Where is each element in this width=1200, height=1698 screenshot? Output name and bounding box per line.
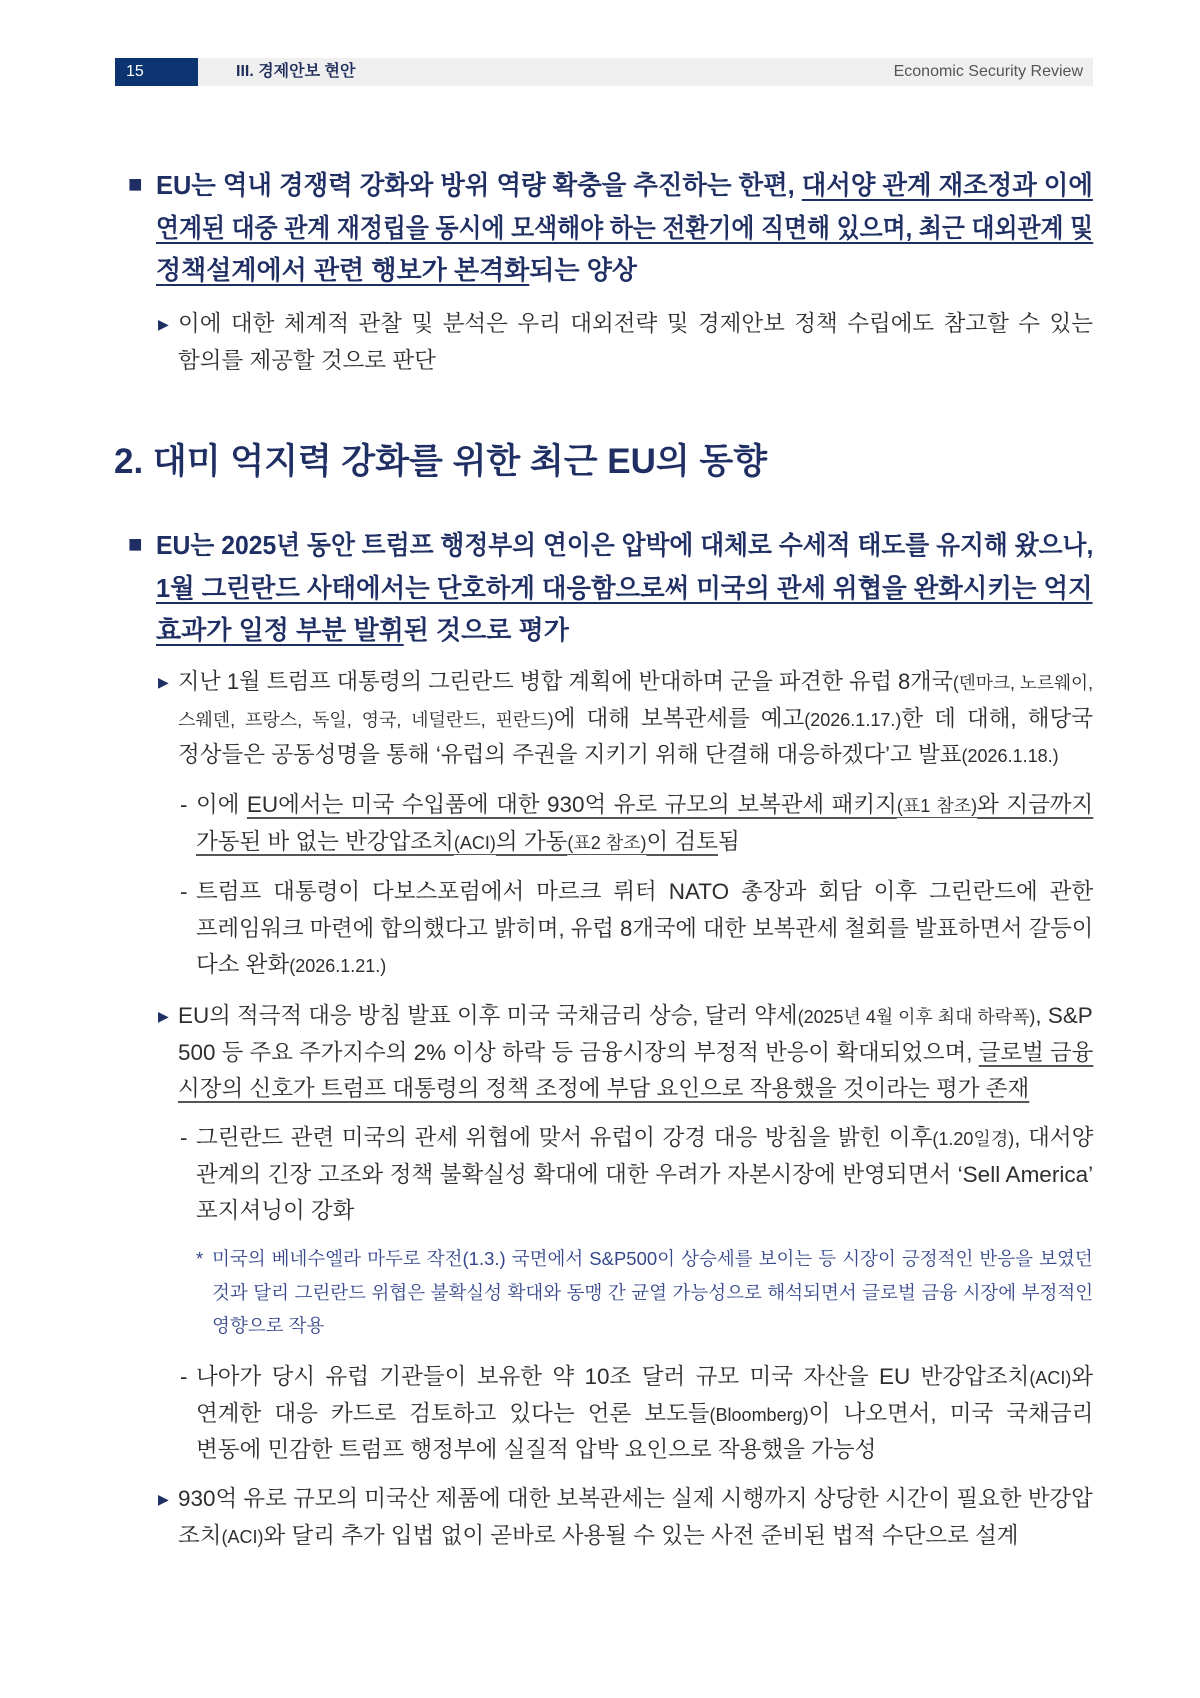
square-bullet-icon: ■	[128, 531, 143, 558]
dash-bullet: -	[180, 1125, 188, 1150]
text-line	[178, 701, 1093, 738]
text-segment: 조치	[178, 1522, 222, 1548]
parenthetical-text: (2026.1.17.)	[804, 709, 902, 730]
text-segment: 정상들은 공동성명을 통해 ‘유럽의 주권을 지키기 위해 단결해 대응하겠다’고 발표	[178, 742, 962, 767]
text-line	[156, 249, 1093, 292]
underlined-text: (ACI)	[453, 832, 496, 853]
text-segment: 와 달리 추가 입법 없이 곧바로 사용될 수 있는 사전 준비된 법적 수단으로 설계	[263, 1522, 1019, 1548]
dash-paragraph	[180, 874, 1094, 984]
text-line	[212, 1276, 1093, 1310]
text-line	[156, 609, 1093, 652]
text-line	[156, 567, 1093, 610]
text-segment: 된 것으로 평가	[403, 615, 569, 645]
parenthetical-text: (덴마크, 노르웨이,	[952, 673, 1094, 693]
page-number: 15	[115, 58, 198, 86]
text-segment: 되는 양상	[529, 255, 637, 285]
text-line	[178, 343, 1093, 380]
underlined-text: 1월 그린란드 사태에서는 단호하게 대응함으로써 미국의 관세 위협을 완화시키는 억지	[156, 572, 1093, 603]
text-line	[156, 524, 1094, 567]
text-line	[178, 737, 1093, 774]
text-segment: 930억 유로 규모의 미국산 제품에 대한 보복관세는 실제 시행까지 상당한 시간이 필요한 반강압	[178, 1486, 1093, 1511]
text-segment: 한 데 대해, 해당국	[901, 705, 1093, 731]
text-segment: 다소 완화	[196, 952, 290, 977]
text-segment: 이에	[196, 792, 247, 817]
dash-bullet: -	[180, 879, 188, 904]
underlined-text: 대서양 관계 재조정과 이에	[801, 170, 1093, 200]
text-segment: 나아가 당시 유럽 기관들이 보유한 약 10조 달러 규모 미국 자산을 EU 반강압조치	[196, 1364, 1030, 1389]
text-line	[114, 440, 1093, 484]
asterisk-footnote-marker: *	[196, 1248, 204, 1269]
text-line	[196, 874, 1093, 911]
text-line	[212, 1242, 1093, 1276]
underlined-text: EU에서는 미국 수입품에 대한 930억 유로 규모의 보복관세 패키지	[246, 792, 897, 817]
text-line	[156, 207, 1094, 250]
parenthetical-text: (ACI)	[221, 1526, 264, 1547]
underlined-text: 효과가 일정 부분 발휘	[156, 615, 404, 645]
square-bullet-icon: ■	[128, 171, 143, 198]
text-line	[178, 1518, 1093, 1555]
text-segment: 트럼프 대통령이 다보스포럼에서 마르크 뤼터 NATO 총장과 회담 이후 그린란드에 관한	[196, 879, 1094, 904]
triangle-bullet-icon: ▶	[158, 674, 169, 690]
sub-paragraph	[158, 998, 1094, 1108]
section-heading	[114, 440, 1093, 484]
text-segment: 2. 대미 억지력 강화를 위한 최근 EU의 동향	[114, 442, 768, 481]
text-line	[178, 306, 1093, 343]
text-line	[178, 664, 1094, 701]
text-segment: 변동에 민감한 트럼프 행정부에 실질적 압박 요인으로 작용했을 가능성	[196, 1437, 877, 1462]
underlined-text: 연계된 대중 관계 재정립을 동시에 모색해야 하는 전환기에 직면해 있으며, 최근 대외관계 및	[156, 212, 1094, 243]
text-segment: 와	[1071, 1364, 1094, 1389]
text-segment: 그린란드 관련 미국의 관세 위협에 맞서 유럽이 강경 대응 방침을 밝힌 이후	[196, 1125, 933, 1150]
parenthetical-text: 스웨덴, 프랑스, 독일, 영국, 네덜란드, 핀란드)	[178, 709, 554, 730]
parenthetical-text: (2026.1.21.)	[289, 956, 387, 976]
text-line	[196, 1120, 1093, 1157]
main-paragraph	[128, 164, 1094, 292]
text-segment: 것과 달리 그린란드 위협은 불확실성 확대와 동맹 간 균열 가능성으로 해석되면서 글로벌 금융 시장에 부정적인	[212, 1281, 1094, 1303]
sub-paragraph	[158, 1481, 1093, 1554]
text-line	[156, 164, 1093, 207]
text-segment: 지난 1월 트럼프 대통령의 그린란드 병합 계획에 반대하며 군을 파견한 유럽 8개국	[178, 669, 953, 694]
underlined-text: (표1 참조)	[896, 796, 978, 816]
text-segment: 연계한 대응 카드로 검토하고 있다는 언론 보도들	[196, 1400, 710, 1426]
sub-paragraph	[158, 306, 1093, 379]
triangle-bullet-icon: ▶	[158, 316, 169, 332]
text-segment: EU는 역내 경쟁력 강화와 방위 역량 확충을 추진하는 한편,	[156, 170, 802, 200]
publication-name: Economic Security Review	[893, 63, 1083, 80]
triangle-bullet-icon: ▶	[158, 1008, 169, 1024]
dash-paragraph	[180, 1120, 1094, 1230]
dash-bullet: -	[180, 792, 188, 817]
text-segment: 에 대해 보복관세를 예고	[553, 705, 805, 731]
text-segment: 프레임워크 마련에 합의했다고 밝히며, 유럽 8개국에 대한 보복관세 철회를 발표하면서 갈등이	[196, 915, 1094, 941]
text-line	[178, 1035, 1094, 1072]
parenthetical-text: (2026.1.18.)	[961, 746, 1059, 766]
text-line	[196, 947, 1093, 984]
parenthetical-text: (ACI)	[1029, 1368, 1072, 1388]
text-segment: 함의를 제공할 것으로 판단	[178, 347, 436, 373]
text-segment: , S&P	[1035, 1003, 1093, 1028]
text-line	[196, 1359, 1093, 1396]
dash-paragraph	[180, 1359, 1094, 1469]
text-segment: , 대서양	[1014, 1125, 1094, 1150]
text-segment: 영향으로 작용	[212, 1315, 325, 1336]
text-line	[196, 1432, 1093, 1469]
section-title: III. 경제안보 현안	[236, 63, 356, 80]
text-segment: 됨	[717, 828, 740, 854]
text-segment: 관계의 긴장 고조와 정책 불확실성 확대에 대한 우려가 자본시장에 반영되면서 ‘Sell America’	[196, 1161, 1094, 1187]
text-line	[196, 911, 1094, 948]
text-line	[196, 787, 1093, 824]
text-line	[196, 824, 1093, 861]
sub-paragraph	[158, 664, 1094, 774]
note-paragraph	[196, 1242, 1094, 1343]
underlined-text: 가동된 바 없는 반강압조치	[196, 828, 454, 854]
parenthetical-text: (1.20일경)	[932, 1129, 1015, 1149]
text-line	[178, 1071, 1093, 1108]
parenthetical-text: (Bloomberg)	[709, 1404, 809, 1425]
text-segment: EU는 2025년 동안 트럼프 행정부의 연이은 압박에 대체로 수세적 태도를 유지해 왔으나,	[156, 530, 1094, 560]
text-segment: 500 등 주요 주가지수의 2% 이상 하락 등 금융시장의 부정적 반응이 확대되었으며,	[178, 1039, 979, 1065]
underlined-text: 시장의 신호가 트럼프 대통령의 정책 조정에 부담 요인으로 작용했을 것이라는 평가 존재	[178, 1076, 1030, 1101]
text-line	[196, 1157, 1093, 1194]
text-line	[196, 1193, 1093, 1230]
text-line	[178, 998, 1093, 1035]
underlined-text: 의 가동	[495, 828, 568, 854]
underlined-text: 글로벌 금융	[978, 1039, 1094, 1065]
triangle-bullet-icon: ▶	[158, 1491, 169, 1507]
text-line	[212, 1309, 1093, 1343]
text-line	[196, 1396, 1093, 1433]
page-header	[115, 58, 1093, 86]
text-line	[178, 1481, 1091, 1518]
text-segment: 이에 대한 체계적 관찰 및 분석은 우리 대외전략 및 경제안보 정책 수립에도 참고할 수 있는	[178, 311, 1093, 336]
underlined-text: (표2 참조)	[567, 832, 647, 853]
dash-bullet: -	[180, 1364, 188, 1389]
parenthetical-text: (2025년 4월 이후 최대 하락폭)	[797, 1007, 1036, 1027]
dash-paragraph	[180, 787, 1094, 860]
main-paragraph	[128, 524, 1094, 652]
underlined-text: 와 지금까지	[977, 792, 1094, 817]
underlined-text: 이 검토	[646, 828, 718, 854]
text-segment: 이 나오면서, 미국 국채금리	[808, 1400, 1094, 1426]
text-segment: 미국의 베네수엘라 마두로 작전(1.3.) 국면에서 S&P500이 상승세를 보이는 등 시장이 긍정적인 반응을 보였던	[212, 1248, 1093, 1269]
text-segment: EU의 적극적 대응 방침 발표 이후 미국 국채금리 상승, 달러 약세	[178, 1003, 798, 1028]
underlined-text: 정책설계에서 관련 행보가 본격화	[156, 255, 530, 285]
text-segment: 포지셔닝이 강화	[196, 1198, 355, 1223]
